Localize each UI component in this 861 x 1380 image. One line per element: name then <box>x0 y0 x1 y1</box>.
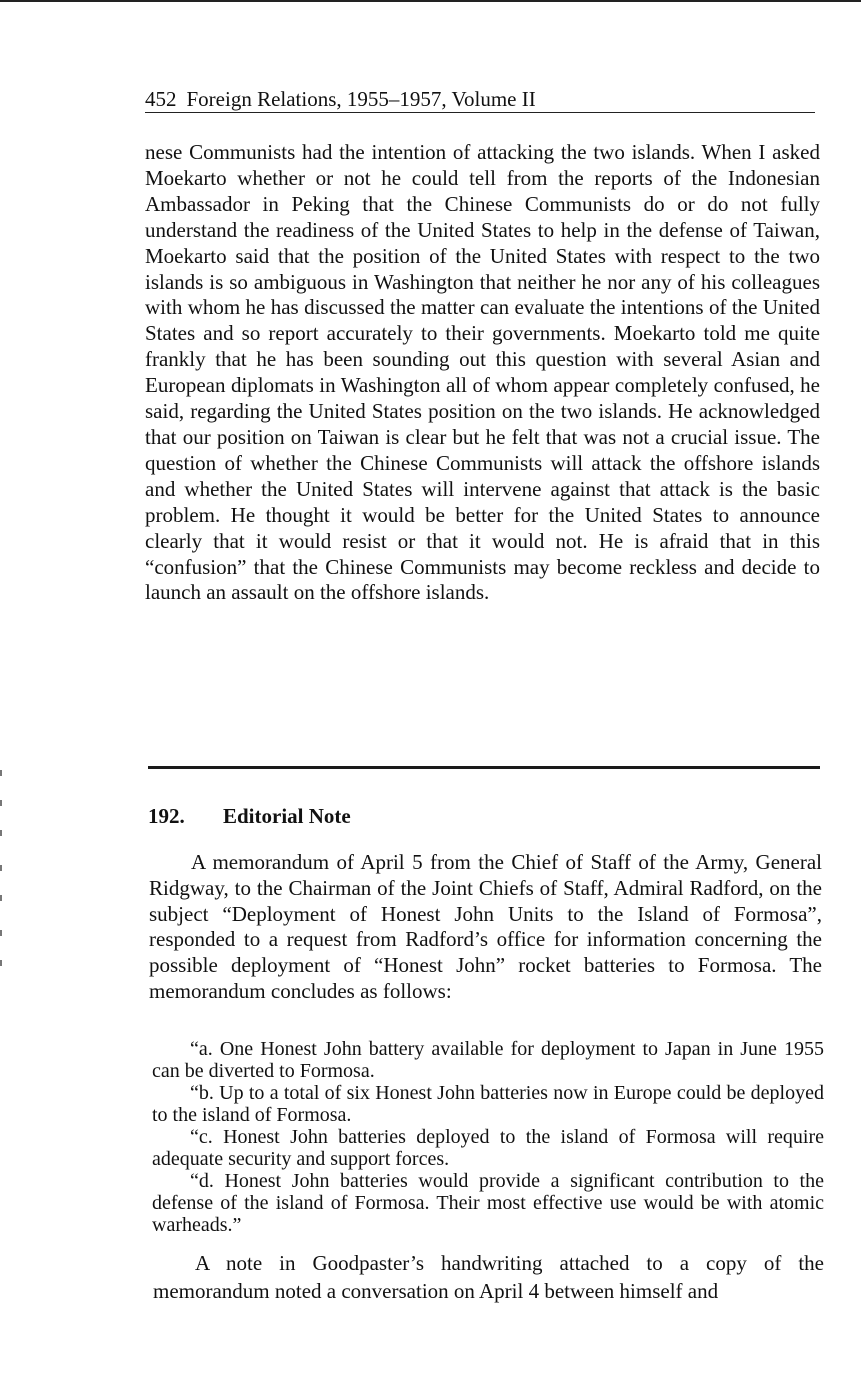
editorial-note-continued <box>153 1249 824 1305</box>
section-number: 192. <box>148 804 185 828</box>
binding-edge-marks <box>0 770 3 970</box>
note-paragraph: A memorandum of April 5 from the Chief of Staff of the Army, General Ridgway, to the Chairman of the Joint Chiefs of Staff, Admiral Radford, on the subject “Deployment of Honest John Units to the Island of Formosa”, responded to a request from Radford’s office for information concerning the possible deployment of “Honest John” rocket batteries to Formosa. The memorandum concludes as follows: <box>149 850 822 1003</box>
continuation-text <box>145 140 820 606</box>
quote-item-d: “d. Honest John batteries would provide a significant contribution to the defense of the island of Formosa. Their most effective use would be with atomic warheads.” <box>152 1170 824 1236</box>
continuation-paragraph: nese Communists had the intention of attacking the two islands. When I asked Moekarto whether or not he could tell from the reports of the Indonesian Ambassador in Peking that the Chinese Communists do or do not fully understand the readiness of the United States to help in the defense of Taiwan, Moekarto said that the position of the United States with respect to the two islands is so ambiguous in Washington that neither he nor any of his colleagues with whom he has discussed the matter can evaluate the intentions of the United States and so report accurately to their governments. Moekarto told me quite frankly that he has been sounding out this question with several Asian and European diplomats in Washington all of whom appear completely confused, he said, regarding the United States position on the two islands. He acknowledged that our position on Taiwan is clear but he felt that was not a crucial issue. The question of whether the Chinese Communists will attack the offshore islands and whether the United States will intervene against that attack is the basic problem. He thought it would be better for the United States to announce clearly that it would resist or that it would not. He is afraid that in this “confusion” that the Chinese Communists may become reckless and decide to launch an assault on the offshore islands. <box>145 140 820 605</box>
running-title: Foreign Relations, 1955–1957, Volume II <box>186 87 536 111</box>
note-paragraph: A note in Goodpaster’s handwriting attached to a copy of the memorandum noted a conversation on April 4 between himself and <box>153 1251 824 1303</box>
page-number: 452 <box>145 87 177 111</box>
quote-item-c: “c. Honest John batteries deployed to the island of Formosa will require adequate security and support forces. <box>152 1126 824 1170</box>
top-edge-rule <box>0 0 861 2</box>
section-title: Editorial Note <box>223 804 351 828</box>
section-divider <box>148 766 820 769</box>
quote-item-b: “b. Up to a total of six Honest John batteries now in Europe could be deployed to the island of Formosa. <box>152 1082 824 1126</box>
quote-item-a: “a. One Honest John battery available for deployment to Japan in June 1955 can be diverted to Formosa. <box>152 1038 824 1082</box>
memorandum-quote <box>152 1038 824 1236</box>
section-heading <box>148 803 351 829</box>
editorial-note-intro <box>149 850 822 1005</box>
running-header <box>145 86 815 113</box>
